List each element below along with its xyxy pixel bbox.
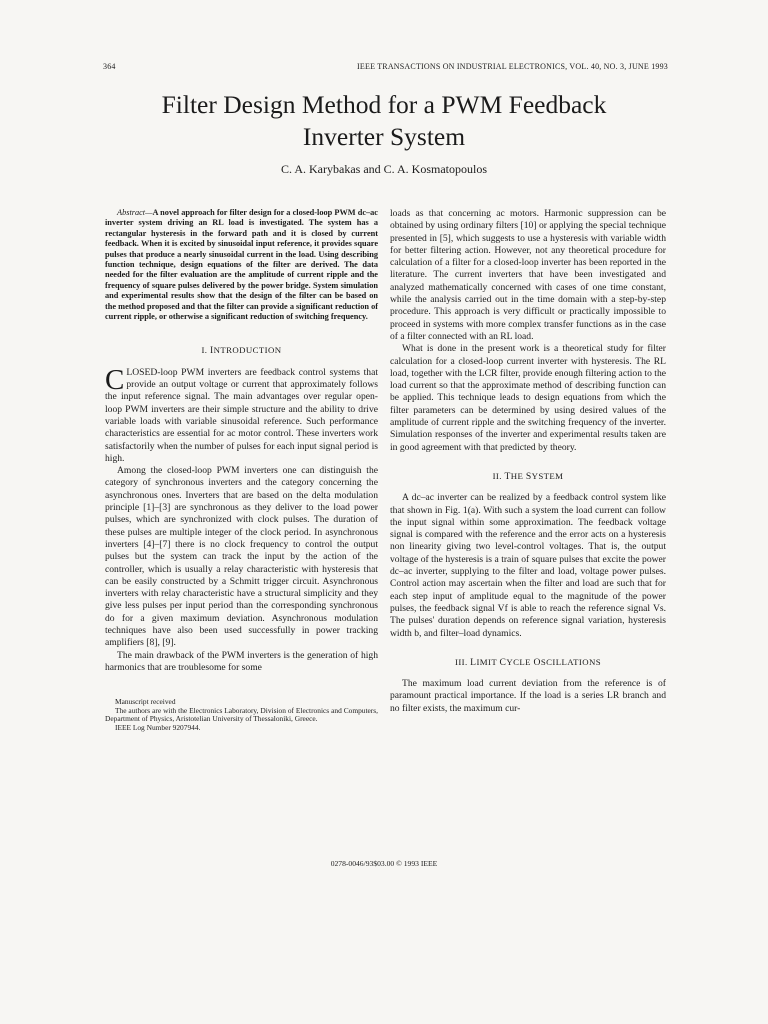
abstract	[105, 208, 378, 322]
section-cap: I	[209, 345, 214, 357]
journal-header: IEEE TRANSACTIONS ON INDUSTRIAL ELECTRONICS, VOL. 40, NO. 3, JUNE 1993	[357, 62, 668, 71]
limit-cycle-paragraph: The maximum load current deviation from the reference is of paramount practical importance. If the load is a series LR branch and no filter exists, the maximum cur-	[390, 678, 666, 714]
section-rest: NTRODUCTION	[213, 345, 282, 356]
section-heading-system	[390, 470, 666, 483]
section-rest: YCLE	[506, 656, 534, 667]
section-heading-limit-cycle	[390, 656, 666, 669]
drop-cap: C	[105, 363, 125, 396]
footnote-received: Manuscript received	[115, 697, 176, 707]
copyright-line: 0278-0046/93$03.00 © 1993 IEEE	[330, 859, 438, 868]
section-cap: L	[470, 656, 477, 668]
paper-title	[80, 89, 688, 153]
section-rest: SCILLATIONS	[540, 656, 601, 667]
section-cap: C	[499, 656, 507, 668]
abstract-lead: Abstract—	[117, 208, 153, 217]
section-heading-introduction	[105, 344, 378, 357]
section-number: I.	[201, 345, 210, 356]
intro-paragraph-1	[105, 363, 378, 465]
footnote-affiliation: The authors are with the Electronics Laboratory, Division of Electronics and Computers, Department of Physics, Aristotelian University of Thessaloniki, Greece.	[105, 705, 378, 724]
page-number: 364	[103, 62, 116, 71]
section-rest: IMIT	[476, 656, 500, 667]
intro-p1-text: LOSED-loop PWM inverters are feedback control systems that provide an output voltage or current that approximately follows the input reference signal. The main advantages over regular open-loop PWM inverters are their simple structure and the ability to drive variable loads with variable sinusoidal reference. Such performance characteristics are essential for ac motor control. These inverters work satisfactorily when the number of pulses for each input signal period is high.	[105, 366, 378, 464]
right-column	[390, 208, 666, 715]
system-paragraph: A dc–ac inverter can be realized by a feedback control system like that shown in Fig. 1(a). With such a system the load current can follow the input signal within some approximation. The feedback voltage signal is compared with the reference and the error acts on a hysteresis non linearity giving two level-control voltages. That is, the output voltage of the hysteresis is a train of square pulses that excite the power dc–ac inverter, supplying to the filter and load, voltage power pulses. Control action may ascertain when the filter and load are such that for each step input of amplitude equal to the magnitude of the power pulses, the feedback signal Vf is able to reach the reference signal Vs. The pulses' duration depends on reference signal variation, hysteresis width b, and filter–load dynamics.	[390, 492, 666, 639]
section-cap: T	[504, 470, 511, 482]
authors: C. A. Karybakas and C. A. Kosmatopoulos	[281, 162, 487, 176]
intro-paragraph-3: The main drawback of the PWM inverters is the generation of high harmonics that are troublesome for some	[105, 649, 378, 673]
section-rest: YSTEM	[531, 470, 564, 481]
section-number: III.	[454, 656, 471, 667]
left-column	[105, 208, 378, 733]
intro-paragraph-2: Among the closed-loop PWM inverters one can distinguish the category of synchronous inverters and the category concerning the asynchronous ones. Inverters that are based on the delta modulation principle [1]–[3] are synchronous as they deliver to the load power pulses, which are synchronized with clock pulses. The duration of these pulses are multiple integer of the clock period. In asynchronous inverters [4]–[7] there is no clock frequency to control the output pulses but the system can track the input by the action of the controller, which is usually a relay characteristic with hysteresis that can be easily constructed by a Schmitt trigger circuit. Asynchronous inverters with relay characteristic have a structural simplicity and they give less pulses per input period than the corresponding synchronous do for a given maximum deviation. Asynchronous modulation techniques have also been used successfully in power tracking amplifiers [8], [9].	[105, 465, 378, 649]
section-rest: HE	[510, 470, 526, 481]
right-paragraph-1: loads as that concerning ac motors. Harmonic suppression can be obtained by using ordinary filters [10] or applying the special technique presented in [5], which suggests to use a hysteresis with variable width for better filtering action. However, not any theoretical procedure for calculation of a filter for a closed-loop inverter has been reported in the literature. The current inverters that have been investigated and analyzed mathematically concerned with cases of one time constant, while the analysis carried out in the time domain with a step-by-step procedure. This approach is very difficult or practically impossible to proceed in systems with more complex transfer functions as in the case of a filter connected with an RL load.	[390, 208, 666, 342]
section-number: II.	[492, 470, 505, 481]
footnote	[105, 698, 378, 732]
title-line-2: Inverter System	[302, 122, 466, 151]
title-line-1: Filter Design Method for a PWM Feedback	[161, 90, 607, 119]
footnote-log-number: IEEE Log Number 9207944.	[115, 722, 201, 732]
section-cap: O	[533, 656, 541, 668]
section-cap: S	[525, 470, 532, 482]
abstract-text: A novel approach for filter design for a closed-loop PWM dc–ac inverter system driving an RL load is investigated. The system has a rectangular hysteresis in the forward path and it is closed by current feedback. When it is excited by sinusoidal input reference, it provides square pulses that produce a nearly sinusoidal current in the load. Using describing function technique, design equations of the filter are derived. The data needed for the filter evaluation are the amplitude of current ripple and the frequency of square pulses delivered by the power bridge. System simulation and experimental results show that the design of the filter can be based on the method proposed and that the filter can provide a significant reduction of current ripple, or otherwise a significant reduction of switching frequency.	[105, 208, 378, 322]
right-paragraph-2: What is done in the present work is a theoretical study for filter calculation for a closed-loop current inverter with hysteresis. The RL load, together with the LCR filter, provide enough filtering action to the load current so that the approximate method of describing function can be applied. This technique leads to design equations from which the filter parameters can be determined by using desired values of the amplitude of current ripple and the switching frequency of the inverter. Simulation responses of the inverter and experimental results taken are in good agreement with that predicted by theory.	[390, 343, 666, 453]
